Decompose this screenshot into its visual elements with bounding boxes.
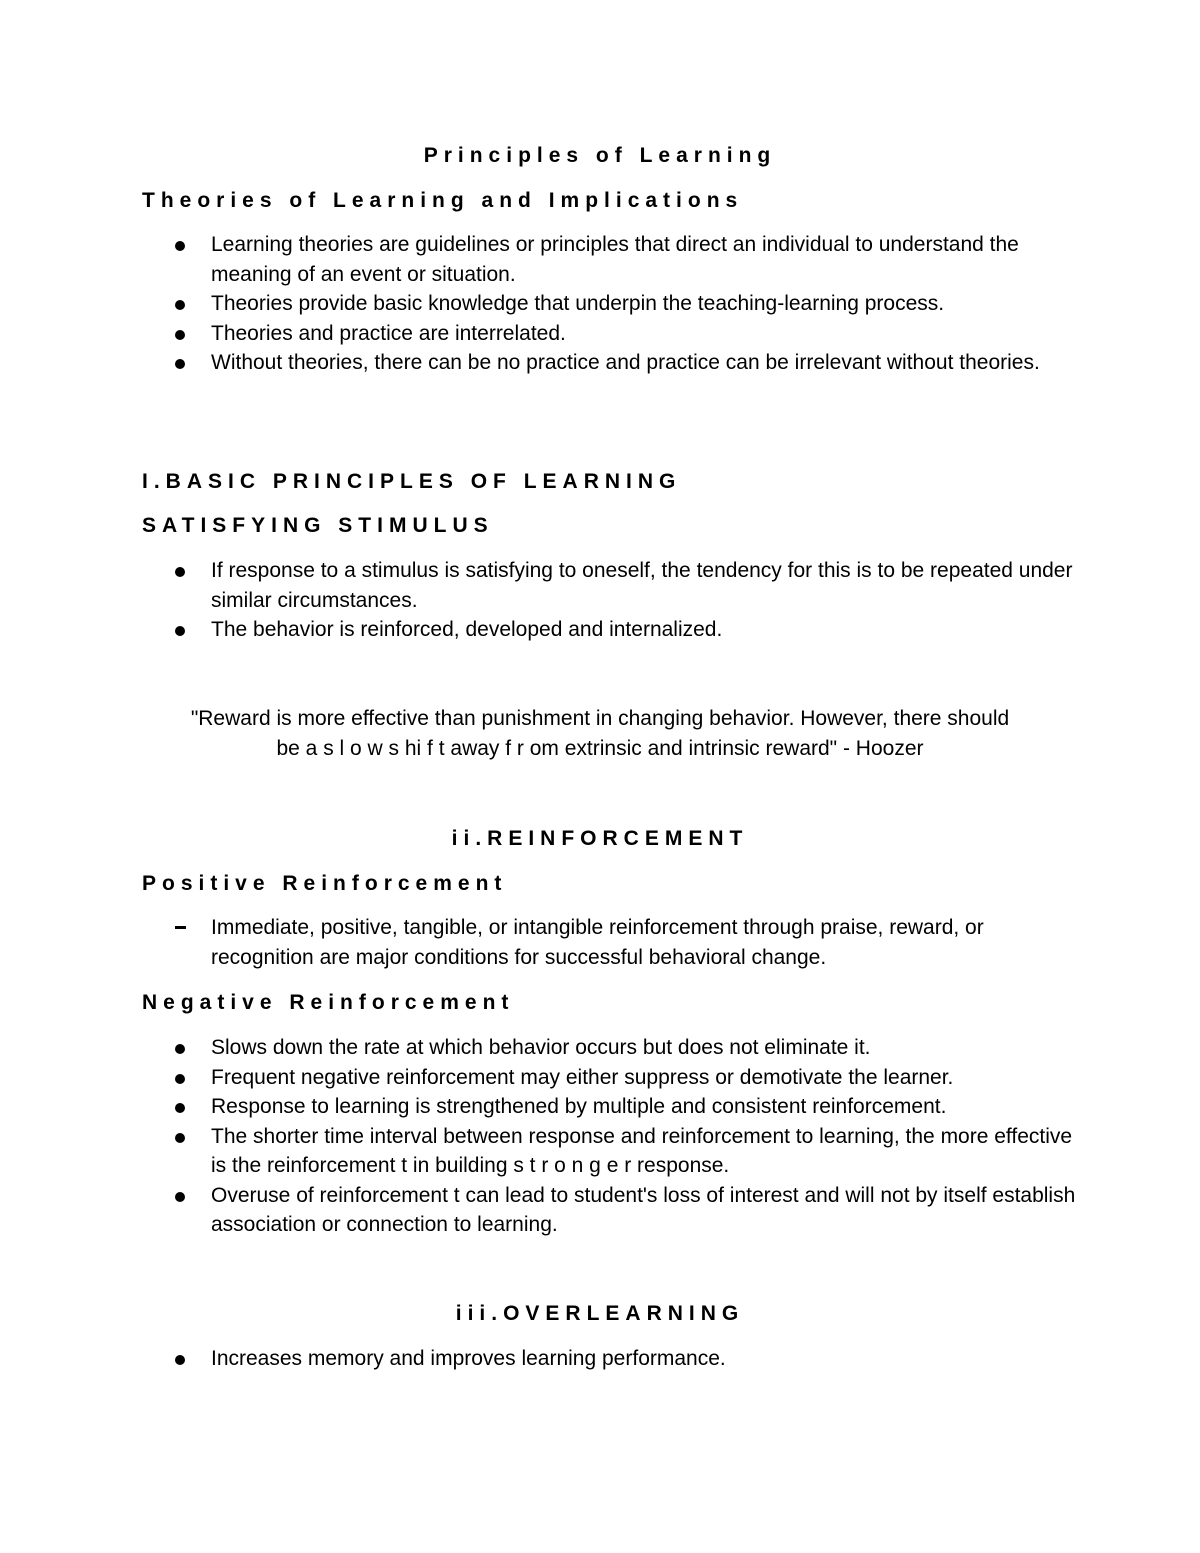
list-item [0, 1063, 1200, 1093]
bullet-icon [175, 1074, 185, 1084]
list-item-text: Immediate, positive, tangible, or intangible reinforcement through praise, reward, or recognition are major conditions for successful behavioral change. [211, 916, 984, 969]
satisfying-list [0, 556, 1200, 645]
list-item-text: Overuse of reinforcement t can lead to student's loss of interest and will not by itself establish association or connection to learning. [211, 1183, 1076, 1236]
section1-heading: I.BASIC PRINCIPLES OF LEARNING [142, 470, 682, 493]
section3-heading: iii.OVERLEARNING [455, 1302, 745, 1325]
theories-list [0, 230, 1200, 378]
list-item-text: Increases memory and improves learning performance. [211, 1347, 726, 1370]
satisfying-heading: SATISFYING STIMULUS [142, 514, 494, 537]
list-item [0, 1181, 1200, 1240]
list-item-text: Theories provide basic knowledge that underpin the teaching-learning process. [211, 292, 945, 315]
list-item-text: If response to a stimulus is satisfying to oneself, the tendency for this is to be repeated under similar circumstances. [211, 559, 1073, 612]
list-item [0, 1033, 1200, 1063]
list-item-text: Frequent negative reinforcement may either suppress or demotivate the learner. [211, 1065, 954, 1089]
list-item [0, 230, 1200, 289]
list-item [0, 1344, 1200, 1374]
list-item [0, 615, 1200, 645]
list-item [0, 556, 1200, 615]
positive-list [0, 913, 1200, 972]
bullet-icon [175, 1192, 185, 1202]
list-item-text: Response to learning is strengthened by multiple and consistent reinforcement. [211, 1095, 947, 1118]
bullet-icon [175, 626, 185, 636]
list-item [0, 913, 1200, 972]
list-item [0, 1122, 1200, 1181]
list-item [0, 1092, 1200, 1122]
section2-heading: ii.REINFORCEMENT [451, 827, 749, 850]
theories-heading: Theories of Learning and Implications [142, 189, 744, 212]
bullet-icon [175, 300, 185, 310]
positive-heading: Positive Reinforcement [142, 872, 508, 895]
list-item-text: Learning theories are guidelines or principles that direct an individual to understand the meaning of an event or situation. [211, 233, 1019, 286]
list-item-text: The shorter time interval between response and reinforcement to learning, the more effective is the reinforcement t in building s t r o n g e r response. [211, 1124, 1073, 1177]
bullet-icon [175, 1103, 185, 1113]
bullet-icon [175, 1355, 185, 1365]
quote-line: be a s l o w s hi f t away f r om extrinsic and intrinsic reward" - Hoozer [276, 737, 924, 760]
list-item [0, 289, 1200, 319]
negative-heading: Negative Reinforcement [142, 991, 515, 1014]
bullet-icon [175, 567, 185, 577]
list-item-text: The behavior is reinforced, developed and internalized. [211, 618, 723, 641]
bullet-icon [175, 241, 185, 251]
list-item-text: Without theories, there can be no practice and practice can be irrelevant without theories. [211, 351, 1040, 374]
quote-line: "Reward is more effective than punishment in changing behavior. However, there should [190, 707, 1010, 730]
list-item-text: Theories and practice are interrelated. [211, 321, 566, 345]
overlearning-list [0, 1344, 1200, 1374]
bullet-icon [175, 359, 185, 369]
list-item [0, 319, 1200, 349]
bullet-icon [175, 1133, 185, 1143]
list-item-text: Slows down the rate at which behavior occurs but does not eliminate it. [211, 1036, 871, 1059]
negative-list [0, 1033, 1200, 1240]
dash-icon [175, 926, 186, 929]
bullet-icon [175, 330, 185, 340]
list-item [0, 348, 1200, 378]
hoozer-quote [120, 704, 1080, 764]
document-title: Principles of Learning [423, 144, 777, 167]
bullet-icon [175, 1044, 185, 1054]
